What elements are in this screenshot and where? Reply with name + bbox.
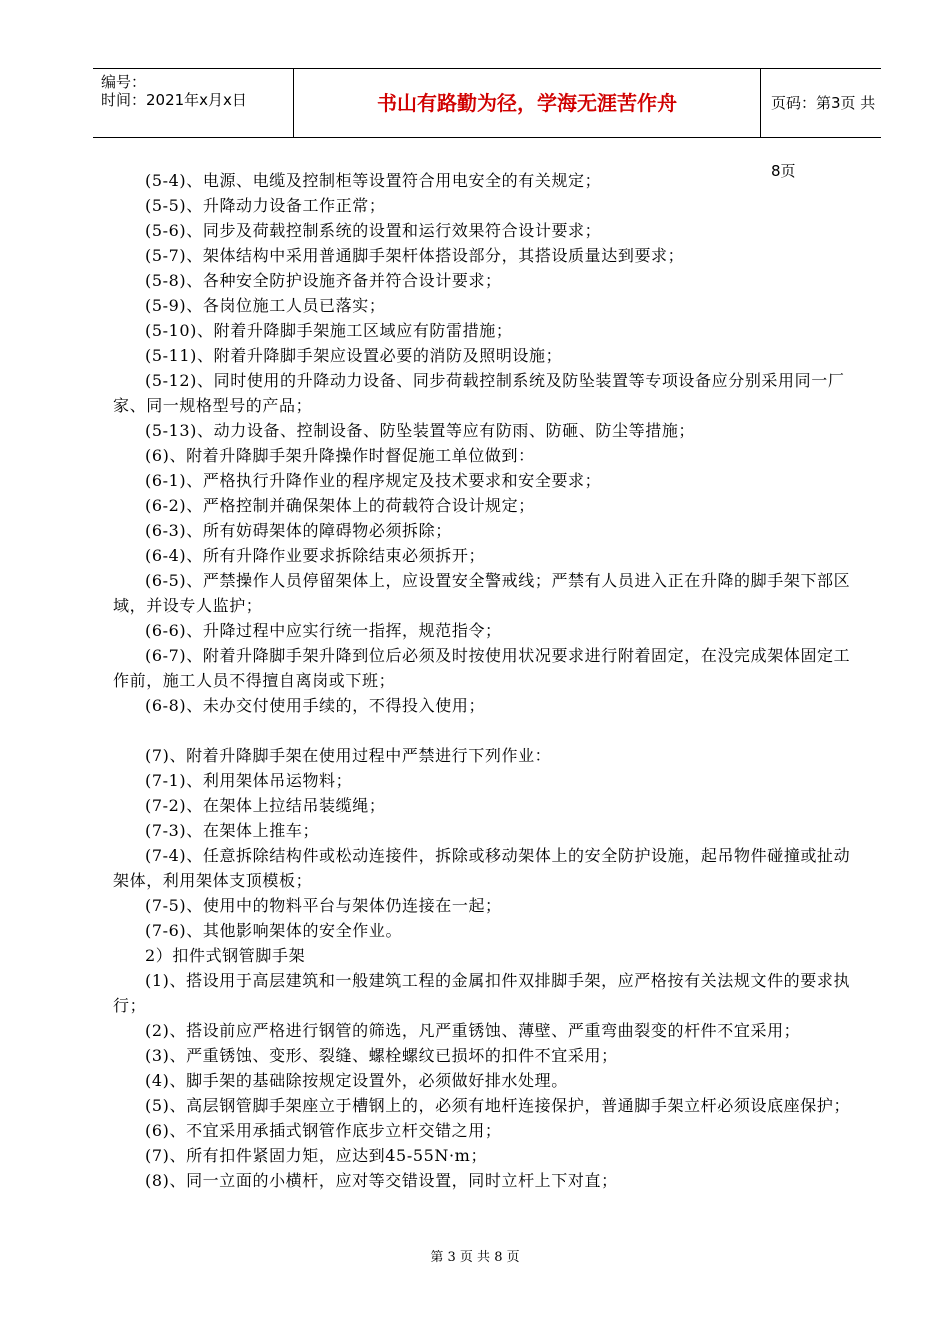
body-line: (7-1)、利用架体吊运物料；: [145, 771, 353, 790]
body-line: (6-2)、严格控制并确保架体上的荷载符合设计规定；: [145, 496, 535, 515]
body-line: (5-6)、同步及荷载控制系统的设置和运行效果符合设计要求；: [145, 221, 602, 240]
body-line: (5-13)、动力设备、控制设备、防坠装置等应有防雨、防砸、防尘等措施；: [145, 421, 696, 440]
body-line: (5-4)、电源、电缆及控制柜等设置符合用电安全的有关规定；: [145, 171, 602, 190]
body-paragraph: (2)、搭设前应严格进行钢管的筛选，凡严重锈蚀、薄壁、严重弯曲裂变的杆件不宜采用；: [145, 1021, 801, 1040]
body-line: (5-10)、附着升降脚手架施工区域应有防雷措施；: [145, 321, 513, 340]
body-line: (6-1)、严格执行升降作业的程序规定及技术要求和安全要求；: [145, 471, 602, 490]
body-paragraph: (6-7)、附着升降脚手架升降到位后必须及时按使用状况要求进行附着固定，在没完成架体固定工作前，施工人员不得擅自离岗或下班；: [113, 646, 851, 690]
body-line: (5-11)、附着升降脚手架应设置必要的消防及照明设施；: [145, 346, 563, 365]
body-line: (7)、所有扣件紧固力矩，应达到45-55N·m；: [145, 1146, 488, 1165]
document-time-label: 时间：2021年x月x日: [101, 91, 247, 109]
blank-line: [113, 718, 861, 743]
body-line: (5-7)、架体结构中采用普通脚手架杆体搭设部分，其搭设质量达到要求；: [145, 246, 685, 265]
page-footer: 第 3 页 共 8 页: [430, 1250, 520, 1265]
body-line: (6-4)、所有升降作业要求拆除结束必须拆开；: [145, 546, 486, 565]
body-line: (5-5)、升降动力设备工作正常；: [145, 196, 386, 215]
body-paragraph: (6-5)、严禁操作人员停留架体上，应设置安全警戒线；严禁有人员进入正在升降的脚手架下部区域，并设专人监护；: [113, 571, 851, 615]
body-line: (7-3)、在架体上推车；: [145, 821, 320, 840]
header-page-label: 页码：第3页 共8页: [771, 94, 876, 180]
body-line: (8)、同一立面的小横杆，应对等交错设置，同时立杆上下对直；: [145, 1171, 618, 1190]
body-line: (6-8)、未办交付使用手续的，不得投入使用；: [145, 696, 486, 715]
body-line: (7-5)、使用中的物料平台与架体仍连接在一起；: [145, 896, 502, 915]
header-motto: 书山有路勤为径，学海无涯苦作舟: [293, 69, 761, 137]
header-meta: [93, 69, 293, 137]
body-line: (6)、附着升降脚手架升降操作时督促施工单位做到：: [145, 446, 535, 465]
body-line: (5-9)、各岗位施工人员已落实；: [145, 296, 386, 315]
body-line: (6)、不宜采用承插式钢管作底步立杆交错之用；: [145, 1121, 502, 1140]
document-number-label: 编号：: [101, 73, 147, 91]
body-line: (6-6)、升降过程中应实行统一指挥，规范指令；: [145, 621, 502, 640]
body-line: (6-3)、所有妨碍架体的障碍物必须拆除；: [145, 521, 452, 540]
section-heading: 2）扣件式钢管脚手架: [145, 946, 306, 965]
document-body: [113, 168, 861, 1193]
body-line: (7-6)、其他影响架体的安全作业。: [145, 921, 403, 940]
body-paragraph: (7-4)、任意拆除结构件或松动连接件，拆除或移动架体上的安全防护设施，起吊物件碰撞或扯动架体，利用架体支顶模板；: [113, 846, 851, 890]
body-line: (7)、附着升降脚手架在使用过程中严禁进行下列作业：: [145, 746, 552, 765]
body-line: (3)、严重锈蚀、变形、裂缝、螺栓螺纹已损坏的扣件不宜采用；: [145, 1046, 618, 1065]
page-header: [93, 68, 881, 180]
body-line: (5-8)、各种安全防护设施齐备并符合设计要求；: [145, 271, 502, 290]
body-paragraph: (5-12)、同时使用的升降动力设备、同步荷载控制系统及防坠装置等专项设备应分别采用同一厂家、同一规格型号的产品；: [113, 371, 845, 415]
body-line: (4)、脚手架的基础除按规定设置外，必须做好排水处理。: [145, 1071, 568, 1090]
body-paragraph: (1)、搭设用于高层建筑和一般建筑工程的金属扣件双排脚手架，应严格按有关法规文件的要求执行；: [113, 971, 851, 1015]
body-paragraph: (5)、高层钢管脚手架座立于槽钢上的，必须有地杆连接保护，普通脚手架立杆必须设底座保护；: [145, 1096, 851, 1115]
body-line: (7-2)、在架体上拉结吊装缆绳；: [145, 796, 386, 815]
